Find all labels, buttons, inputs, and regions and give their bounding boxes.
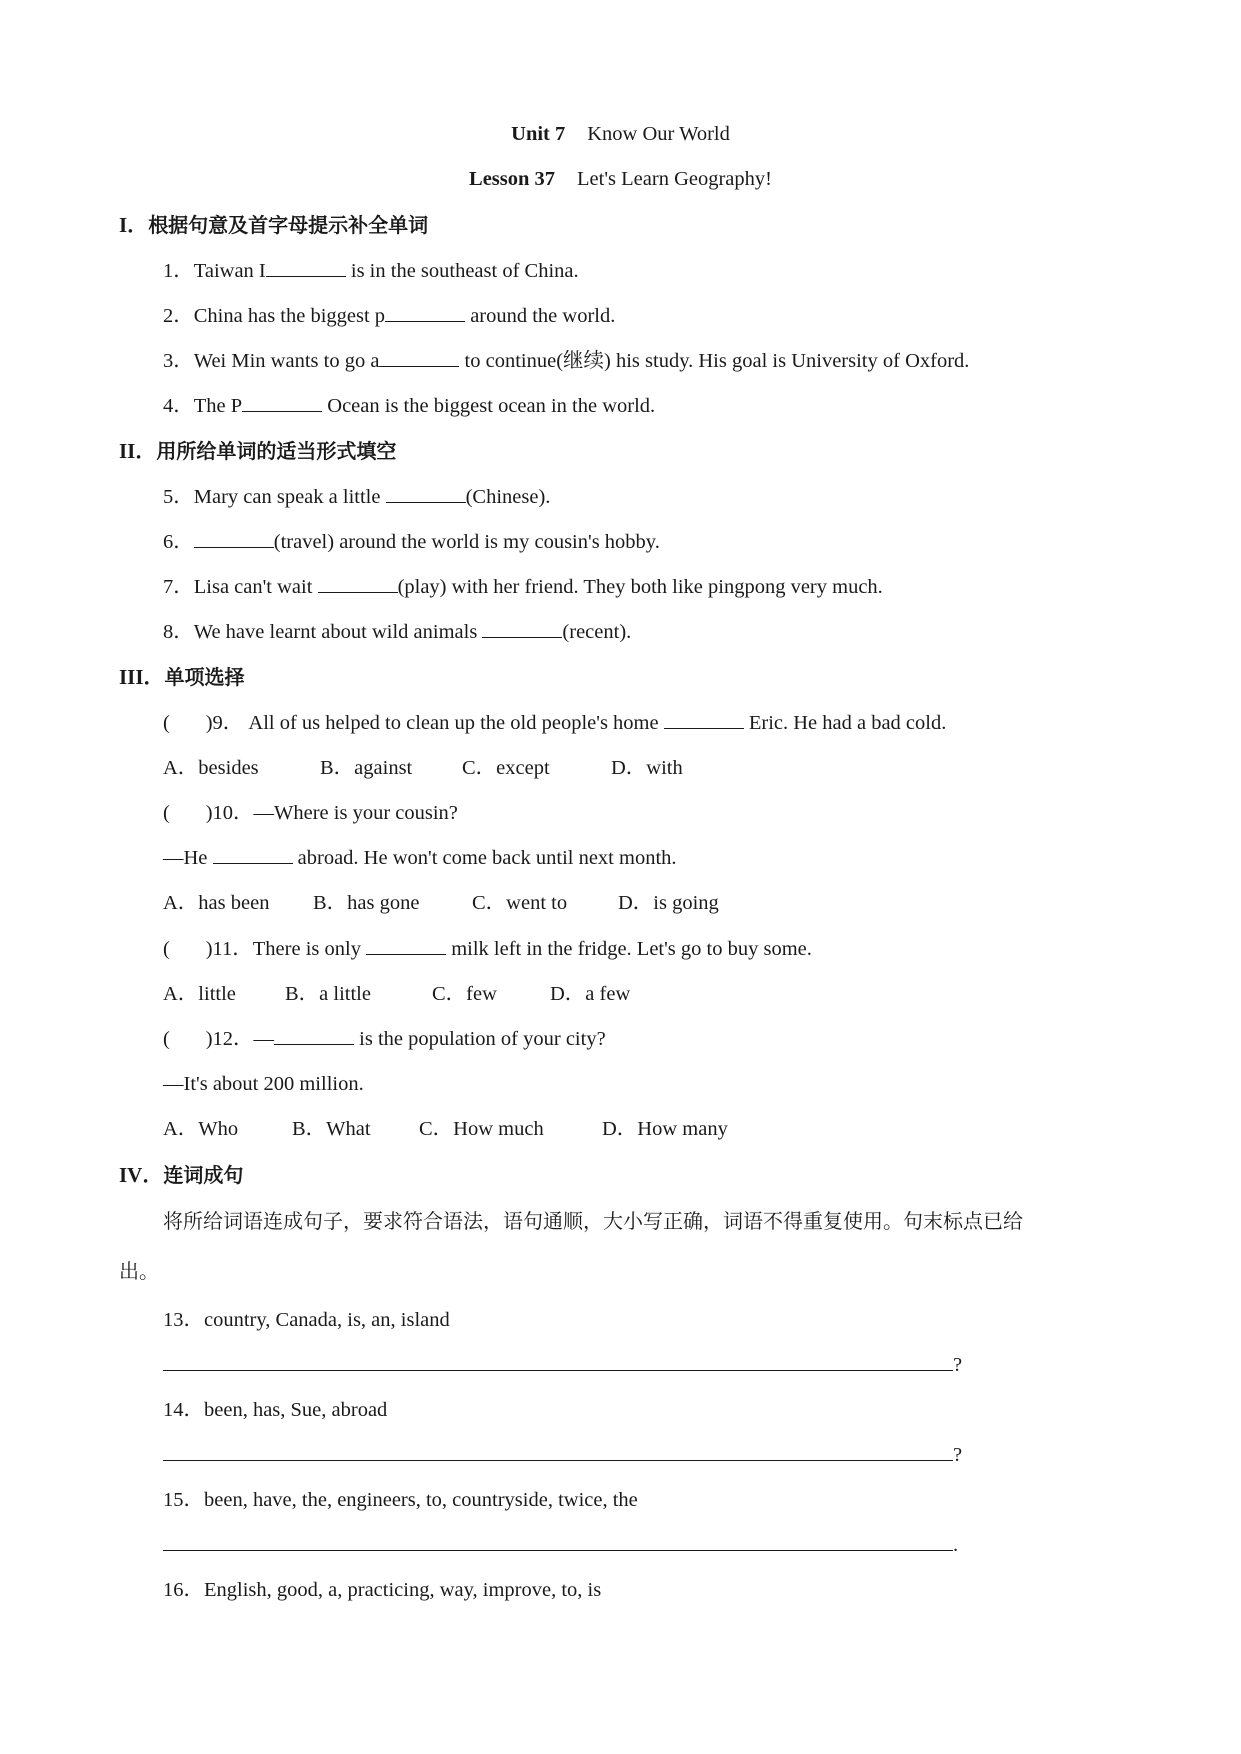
question-3 bbox=[163, 348, 969, 374]
question-text: — bbox=[253, 1028, 275, 1050]
answer-blank[interactable] bbox=[379, 348, 459, 367]
question-12 bbox=[163, 1026, 606, 1052]
question-text: China has the biggest p bbox=[193, 305, 386, 327]
question-text: (recent). bbox=[562, 621, 632, 643]
answer-blank[interactable] bbox=[213, 845, 293, 864]
option-a[interactable]: A．has been bbox=[163, 892, 270, 914]
section-1-heading bbox=[119, 212, 428, 238]
question-text: is in the southeast of China. bbox=[345, 260, 579, 282]
question-2 bbox=[163, 303, 615, 329]
question-text: The P bbox=[193, 395, 243, 417]
question-5 bbox=[163, 484, 550, 510]
answer-blank[interactable] bbox=[266, 258, 346, 277]
question-text: —Where is your cousin? bbox=[253, 802, 458, 824]
question-text: There is only bbox=[252, 938, 367, 960]
option-d[interactable]: D．a few bbox=[550, 983, 631, 1005]
lesson-label: Lesson 37 bbox=[469, 168, 556, 190]
section-4-number: IV． bbox=[119, 1163, 164, 1187]
answer-blank[interactable] bbox=[664, 710, 744, 729]
answer-blank[interactable] bbox=[385, 303, 465, 322]
option-d[interactable]: D．with bbox=[611, 757, 683, 779]
question-text: (Chinese). bbox=[465, 486, 551, 508]
sentence-end-mark: ? bbox=[953, 1354, 963, 1376]
question-7 bbox=[163, 574, 883, 600]
question-text: to continue(继续) his study. His goal is University of Oxford. bbox=[459, 350, 970, 372]
question-text: —It's about 200 million. bbox=[163, 1073, 364, 1095]
unit-heading bbox=[0, 121, 1241, 147]
question-number: 13． bbox=[163, 1309, 204, 1331]
option-c[interactable]: C．How much bbox=[419, 1118, 544, 1140]
question-text: Wei Min wants to go a bbox=[193, 350, 380, 372]
question-text: Lisa can't wait bbox=[193, 576, 318, 598]
question-11 bbox=[163, 936, 812, 962]
question-number: 14． bbox=[163, 1399, 204, 1421]
sentence-end-mark: ? bbox=[953, 1444, 963, 1466]
question-text: Mary can speak a little bbox=[193, 486, 386, 508]
question-9-options bbox=[163, 755, 683, 781]
section-3-title: 单项选择 bbox=[164, 665, 245, 689]
option-c[interactable]: C．few bbox=[432, 983, 497, 1005]
question-number: 6． bbox=[163, 531, 194, 553]
unit-title: Know Our World bbox=[587, 123, 730, 145]
option-c[interactable]: C．went to bbox=[472, 892, 568, 914]
answer-blank[interactable] bbox=[386, 484, 466, 503]
question-text: around the world. bbox=[465, 305, 616, 327]
option-b[interactable]: B．a little bbox=[285, 983, 371, 1005]
question-number: 12． bbox=[212, 1028, 254, 1050]
question-number: 16． bbox=[163, 1579, 204, 1601]
option-a[interactable]: A．besides bbox=[163, 757, 259, 779]
question-text: is the population of your city? bbox=[354, 1028, 606, 1050]
question-number: 5． bbox=[163, 486, 194, 508]
section-4-title: 连词成句 bbox=[163, 1163, 244, 1187]
question-text: We have learnt about wild animals bbox=[193, 621, 483, 643]
question-number: 15． bbox=[163, 1489, 204, 1511]
question-words: country, Canada, is, an, island bbox=[204, 1309, 450, 1331]
unit-label: Unit 7 bbox=[511, 123, 566, 145]
answer-blank[interactable] bbox=[194, 529, 274, 548]
answer-blank[interactable] bbox=[482, 619, 562, 638]
question-number: 10． bbox=[212, 802, 254, 824]
question-16 bbox=[163, 1577, 601, 1603]
question-12-line-2 bbox=[163, 1071, 364, 1097]
question-number: 11． bbox=[212, 938, 253, 960]
question-4 bbox=[163, 393, 655, 419]
answer-line[interactable] bbox=[163, 1550, 953, 1551]
option-a[interactable]: A．Who bbox=[163, 1118, 239, 1140]
question-10-line-2 bbox=[163, 845, 677, 871]
section-3-heading bbox=[119, 664, 245, 690]
answer-parenthesis[interactable]: ( ) bbox=[163, 802, 213, 824]
instruction-line-2: 出。 bbox=[119, 1259, 159, 1283]
question-text: Eric. He had a bad cold. bbox=[743, 712, 947, 734]
section-1-number: I． bbox=[119, 213, 149, 237]
question-text: (play) with her friend. They both like pingpong very much. bbox=[397, 576, 883, 598]
lesson-heading bbox=[0, 166, 1241, 192]
question-text: (travel) around the world is my cousin's hobby. bbox=[273, 531, 660, 553]
question-11-options bbox=[163, 981, 630, 1007]
answer-blank[interactable] bbox=[242, 393, 322, 412]
option-b[interactable]: B．against bbox=[320, 757, 413, 779]
question-number: 8． bbox=[163, 621, 194, 643]
answer-parenthesis[interactable]: ( ) bbox=[163, 712, 213, 734]
answer-line[interactable] bbox=[163, 1370, 953, 1371]
question-words: been, have, the, engineers, to, countryside, twice, the bbox=[204, 1489, 638, 1511]
question-15 bbox=[163, 1487, 638, 1513]
question-text: Taiwan I bbox=[193, 260, 266, 282]
question-10-options bbox=[163, 890, 719, 916]
answer-parenthesis[interactable]: ( ) bbox=[163, 1028, 213, 1050]
section-2-title: 用所给单词的适当形式填空 bbox=[156, 439, 397, 463]
question-number: 4． bbox=[163, 395, 194, 417]
question-text: Ocean is the biggest ocean in the world. bbox=[322, 395, 656, 417]
option-b[interactable]: B．has gone bbox=[313, 892, 420, 914]
answer-blank[interactable] bbox=[366, 936, 446, 955]
section-2-number: II． bbox=[119, 439, 157, 463]
sentence-end-mark: . bbox=[953, 1534, 959, 1556]
question-10 bbox=[163, 800, 458, 826]
section-2-heading bbox=[119, 438, 396, 464]
question-text: —He bbox=[163, 847, 213, 869]
section-3-number: III． bbox=[119, 665, 165, 689]
question-text: abroad. He won't come back until next month. bbox=[292, 847, 677, 869]
option-b[interactable]: B．What bbox=[292, 1118, 371, 1140]
answer-blank[interactable] bbox=[274, 1026, 354, 1045]
option-d[interactable]: D．is going bbox=[618, 892, 719, 914]
question-number: 7． bbox=[163, 576, 194, 598]
question-number: 9． bbox=[212, 712, 244, 734]
question-6 bbox=[163, 529, 660, 555]
question-words: English, good, a, practicing, way, improve, to, is bbox=[204, 1579, 602, 1601]
question-13 bbox=[163, 1307, 450, 1333]
option-a[interactable]: A．little bbox=[163, 983, 236, 1005]
section-4-heading bbox=[119, 1162, 243, 1188]
question-8 bbox=[163, 619, 631, 645]
question-number: 3． bbox=[163, 350, 194, 372]
question-words: been, has, Sue, abroad bbox=[204, 1399, 388, 1421]
answer-parenthesis[interactable]: ( ) bbox=[163, 938, 213, 960]
option-c[interactable]: C．except bbox=[462, 757, 550, 779]
question-text: All of us helped to clean up the old people's home bbox=[248, 712, 664, 734]
question-number: 1． bbox=[163, 260, 194, 282]
question-1 bbox=[163, 258, 579, 284]
question-text: milk left in the fridge. Let's go to buy some. bbox=[446, 938, 812, 960]
answer-line[interactable] bbox=[163, 1460, 953, 1461]
question-14 bbox=[163, 1397, 387, 1423]
question-12-options bbox=[163, 1116, 728, 1142]
lesson-title: Let's Learn Geography! bbox=[577, 168, 772, 190]
section-1-title: 根据句意及首字母提示补全单词 bbox=[148, 213, 429, 237]
question-number: 2． bbox=[163, 305, 194, 327]
answer-blank[interactable] bbox=[318, 574, 398, 593]
option-d[interactable]: D．How many bbox=[602, 1118, 728, 1140]
instruction-line-1: 将所给词语连成句子，要求符合语法，语句通顺，大小写正确，词语不得重复使用。句末标点已给 bbox=[163, 1209, 1023, 1233]
question-9 bbox=[163, 710, 946, 736]
